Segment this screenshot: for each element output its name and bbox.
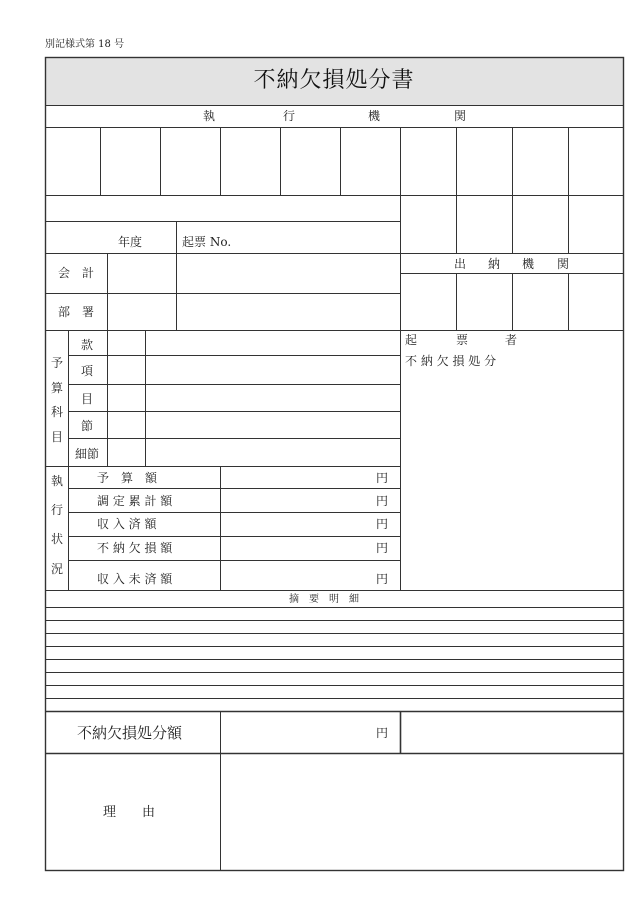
slip-no-label: 起票 No. — [182, 235, 232, 249]
form-number: 別記様式第 18 号 — [45, 39, 125, 50]
disbursement-agency-label-char-4: 関 — [557, 257, 570, 271]
summary-label: 摘 要 明 細 — [289, 594, 359, 605]
execution-status-label-char-1: 執 — [51, 474, 64, 488]
status-row-label: 収 入 済 額 — [97, 517, 157, 531]
execution-agency-label-char-2: 行 — [283, 109, 296, 123]
budget-item-label-char-1: 予 — [51, 356, 64, 370]
budget-item-label-char-3: 科 — [51, 405, 64, 419]
drafter-subject: 不 納 欠 損 処 分 — [405, 354, 497, 368]
drafter-label-char-3: 者 — [505, 333, 518, 347]
disbursement-agency-label-char-1: 出 — [454, 257, 467, 271]
execution-agency-label-char-3: 機 — [368, 109, 381, 123]
department-label: 部 署 — [58, 305, 95, 319]
status-row-label: 収 入 未 済 額 — [97, 572, 173, 586]
write-off-amount-label: 不納欠損処分額 — [77, 724, 183, 742]
status-row-unit: 円 — [376, 471, 389, 485]
execution-status-label-char-2: 行 — [51, 503, 64, 517]
budget-row-saisetsu: 細節 — [75, 447, 100, 461]
budget-row-setsu: 節 — [81, 419, 94, 433]
execution-status-label-char-4: 況 — [51, 562, 64, 576]
status-row-label: 予 算 額 — [97, 471, 158, 485]
execution-agency-label-char-1: 執 — [203, 109, 216, 123]
budget-item-label-char-2: 算 — [51, 381, 64, 395]
disbursement-agency-label-char-2: 納 — [488, 257, 501, 271]
budget-row-kou: 項 — [81, 364, 94, 378]
status-row-label: 調 定 累 計 額 — [97, 494, 173, 508]
execution-agency-label-char-4: 関 — [454, 109, 467, 123]
status-row-unit: 円 — [376, 517, 389, 531]
status-row-unit: 円 — [376, 494, 389, 508]
status-row-unit: 円 — [376, 541, 389, 555]
reason-label: 理 由 — [103, 805, 156, 820]
write-off-amount-unit: 円 — [376, 726, 389, 740]
disbursement-agency-label-char-3: 機 — [522, 257, 535, 271]
budget-item-label-char-4: 目 — [51, 430, 64, 444]
page-title: 不納欠損処分書 — [253, 68, 415, 93]
budget-row-kan: 款 — [81, 338, 94, 352]
fiscal-year-label: 年度 — [118, 235, 143, 249]
drafter-label-char-2: 票 — [456, 333, 469, 347]
status-row-unit: 円 — [376, 572, 389, 586]
accounting-label: 会 計 — [58, 266, 95, 280]
execution-status-label-char-3: 状 — [51, 532, 64, 546]
status-row-label: 不 納 欠 損 額 — [97, 541, 173, 555]
drafter-label-char-1: 起 — [405, 333, 418, 347]
budget-row-moku: 目 — [81, 392, 94, 406]
